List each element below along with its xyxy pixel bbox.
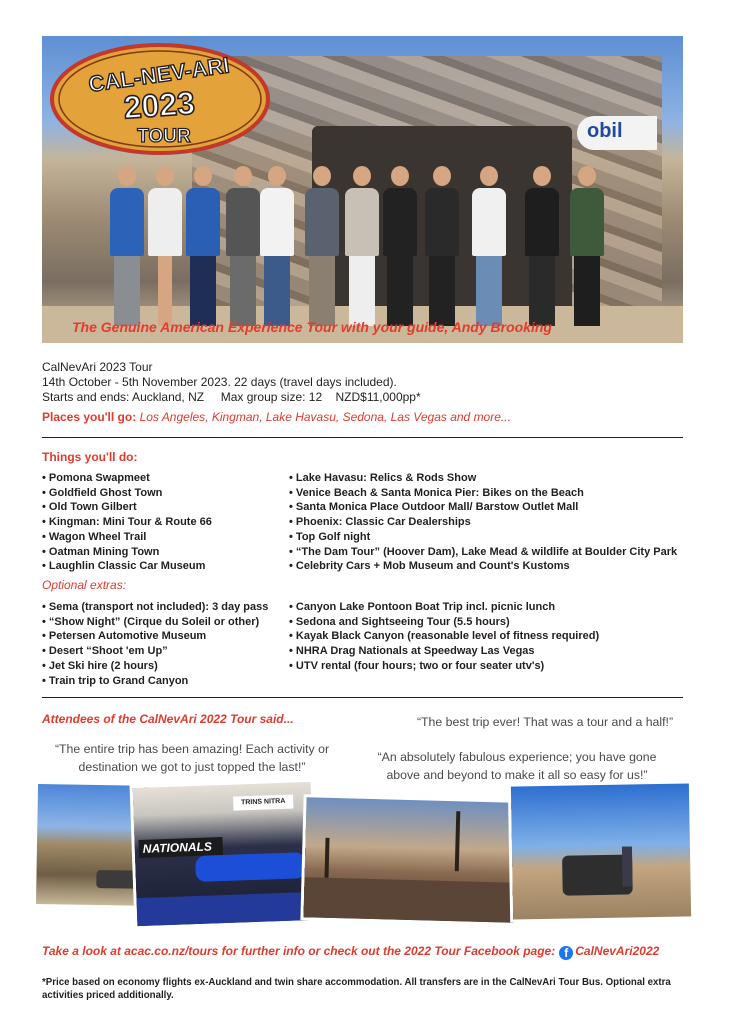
facebook-icon: f [559, 946, 573, 960]
person [525, 166, 559, 326]
tour-start-and-price: Starts and ends: Auckland, NZ Max group size: 12 NZD$11,000pp* [42, 390, 421, 404]
testimonial-quote: “An absolutely fabulous experience; you have gone above and beyond to make it all so easy for us!” [377, 750, 657, 782]
list-item: • Old Town Gilbert [42, 500, 212, 515]
list-item: • Train trip to Grand Canyon [42, 674, 268, 689]
list-item: • Pomona Swapmeet [42, 471, 212, 486]
list-item: • Phoenix: Classic Car Dealerships [289, 515, 677, 530]
extras-list-left [42, 600, 268, 688]
things-heading: Things you'll do: [42, 450, 138, 464]
list-item: • “The Dam Tour” (Hoover Dam), Lake Mead & wildlife at Boulder City Park [289, 545, 677, 560]
person [383, 166, 417, 326]
list-item: • Desert “Shoot 'em Up” [42, 644, 268, 659]
list-item: • Kayak Black Canyon (reasonable level of fitness required) [289, 629, 599, 644]
person [425, 166, 459, 326]
person [260, 166, 294, 326]
tour-badge-logo [48, 40, 272, 158]
list-item: • Santa Monica Place Outdoor Mall/ Barstow Outlet Mall [289, 500, 677, 515]
places-label: Places you'll go: [42, 410, 137, 424]
testimonial-quote: “The entire trip has been amazing! Each activity or destination we got to just topped the last!” [54, 742, 330, 774]
list-item: • Laughlin Classic Car Museum [42, 559, 212, 574]
list-item: • UTV rental (four hours; two or four seater utv's) [289, 659, 599, 674]
svg-text:CAL-NEV-ARI: CAL-NEV-ARI [87, 52, 231, 97]
list-item: • Oatman Mining Town [42, 545, 212, 560]
list-item: • “Show Night” (Cirque du Soleil or other) [42, 615, 268, 630]
facebook-page-link[interactable]: CalNevAri2022 [575, 944, 660, 958]
svg-text:2023: 2023 [122, 84, 196, 126]
list-item: • Venice Beach & Santa Monica Pier: Bikes on the Beach [289, 486, 677, 501]
person [305, 166, 339, 326]
hero-photo [42, 36, 683, 343]
person [345, 166, 379, 326]
list-item: • Lake Havasu: Relics & Rods Show [289, 471, 677, 486]
list-item: • Canyon Lake Pontoon Boat Trip incl. picnic lunch [289, 600, 599, 615]
testimonials-heading: Attendees of the CalNevAri 2022 Tour said... [42, 712, 294, 726]
divider [42, 437, 683, 438]
list-item: • Kingman: Mini Tour & Route 66 [42, 515, 212, 530]
price-footnote: *Price based on economy flights ex-Auckland and twin share accommodation. All transfers are in the CalNevAri Tour Bus. Optional extra activities priced additionally. [42, 977, 671, 1001]
drag-racing-photo [133, 782, 316, 926]
person [110, 166, 144, 326]
utv-desert-photo [511, 783, 691, 919]
divider [42, 697, 683, 698]
person [186, 166, 220, 326]
places-line [42, 410, 511, 424]
list-item: • Wagon Wheel Trail [42, 530, 212, 545]
extras-heading: Optional extras: [42, 578, 127, 592]
svg-text:TOUR: TOUR [137, 126, 191, 147]
tour-dates: 14th October - 5th November 2023. 22 days (travel days included). [42, 375, 397, 389]
tour-title: CalNevAri 2023 Tour [42, 360, 153, 374]
tour-info-link[interactable]: Take a look at acac.co.nz/tours for further info or check out the 2022 Tour Facebook page: f CalNevAri2022 [42, 944, 660, 960]
list-item: • Petersen Automotive Museum [42, 629, 268, 644]
list-item: • Top Golf night [289, 530, 677, 545]
group-of-people [100, 156, 630, 326]
person [148, 166, 182, 326]
person [570, 166, 604, 326]
trins-nitra-sign: TRINS NITRA [233, 795, 293, 811]
list-item: • Sedona and Sightseeing Tour (5.5 hours) [289, 615, 599, 630]
things-list-left [42, 471, 212, 574]
list-item: • NHRA Drag Nationals at Speedway Las Vegas [289, 644, 599, 659]
mobil-sign: obil [577, 116, 657, 150]
list-item: • Goldfield Ghost Town [42, 486, 212, 501]
things-list-right [289, 471, 677, 574]
testimonial-quote: “The best trip ever! That was a tour and a half!” [416, 715, 674, 729]
dinner-party-photo [303, 797, 516, 922]
list-item: • Celebrity Cars + Mob Museum and Count's Kustoms [289, 559, 677, 574]
list-item: • Sema (transport not included): 3 day pass [42, 600, 268, 615]
hero-tagline: The Genuine American Experience Tour with your guide, Andy Brooking [72, 319, 552, 335]
nationals-banner: NATIONALS [138, 837, 223, 858]
places-value: Los Angeles, Kingman, Lake Havasu, Sedona, Las Vegas and more... [139, 410, 511, 424]
extras-list-right [289, 600, 599, 674]
person [226, 166, 260, 326]
list-item: • Jet Ski hire (2 hours) [42, 659, 268, 674]
person [472, 166, 506, 326]
